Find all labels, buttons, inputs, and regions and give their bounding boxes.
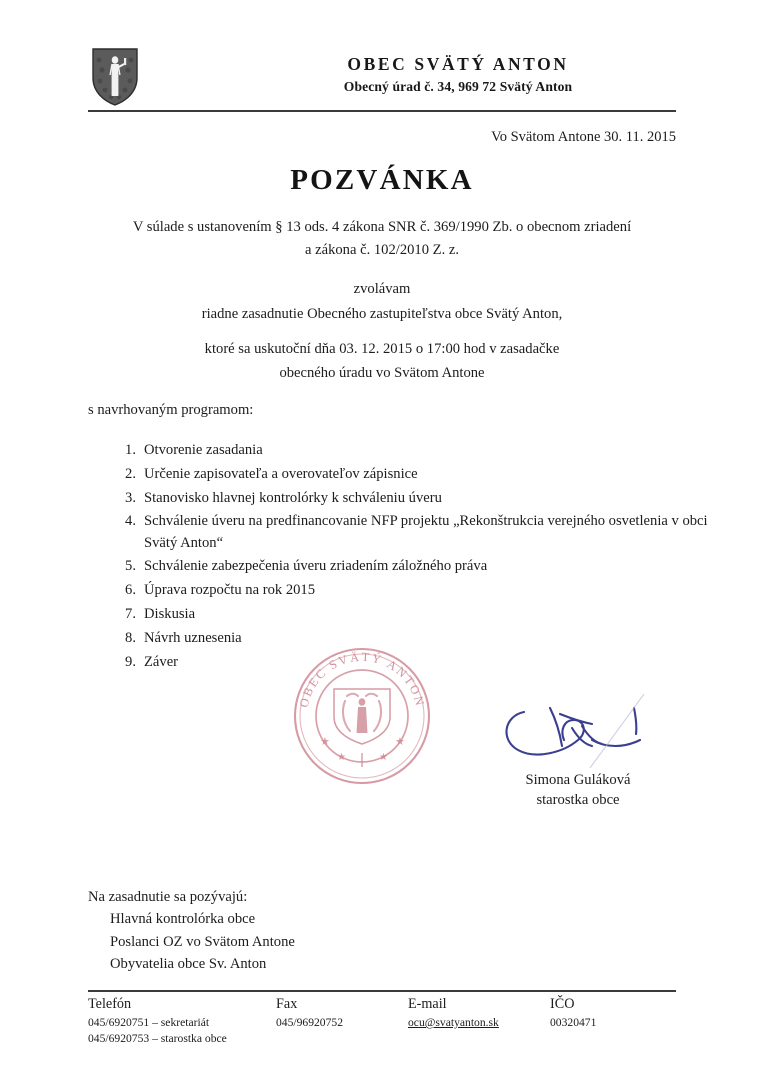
invitees-section: [88, 886, 295, 976]
list-item-label: Úprava rozpočtu na rok 2015: [144, 582, 316, 599]
phone-secretariat: 045/6920751 – sekretariát: [88, 1016, 210, 1029]
footer-fax-column: [276, 996, 343, 1029]
ico-label: IČO: [550, 996, 575, 1012]
list-item: Obyvatelia obce Sv. Anton: [110, 956, 267, 973]
legal-reference-paragraph: [88, 216, 676, 262]
invitees-heading: Na zasadnutie sa pozývajú:: [88, 889, 248, 905]
svg-text:★: ★: [395, 736, 405, 748]
page-title: POZVÁNKA: [290, 164, 474, 196]
list-item: [125, 464, 714, 485]
list-item-number: 2.: [125, 465, 136, 482]
handwritten-signature-icon: [494, 694, 674, 768]
convocation-verb: zvolávam: [353, 281, 411, 297]
svg-text:★: ★: [320, 736, 330, 748]
list-item-number: 3.: [125, 489, 136, 506]
list-item-label: Diskusia: [144, 605, 196, 622]
list-item: [125, 488, 714, 509]
list-item: [125, 440, 714, 461]
fax-label: Fax: [276, 996, 298, 1012]
email-link[interactable]: ocu@svatyanton.sk: [408, 1016, 499, 1029]
phone-mayor: 045/6920753 – starostka obce: [88, 1032, 227, 1045]
list-item: [125, 511, 714, 553]
list-item-label: Schválenie úveru na predfinancovanie NFP projektu „Rekonštrukcia verejného osvetlenia v obci Svätý Anton“: [144, 513, 708, 551]
program-heading: s navrhovaným programom:: [88, 402, 254, 418]
footer-phone-column: [88, 996, 227, 1045]
list-item-number: 4.: [125, 513, 136, 530]
letterhead: [88, 48, 676, 110]
list-item: [125, 580, 714, 601]
list-item-number: 1.: [125, 442, 136, 458]
organization-address: Obecný úrad č. 34, 969 72 Svätý Anton: [343, 79, 573, 94]
coat-of-arms-shield-icon: [92, 48, 138, 106]
convocation-statement: [88, 277, 676, 326]
list-item-label: Schválenie zabezpečenia úveru zriadením záložného práva: [144, 558, 488, 575]
letterhead-text: [248, 54, 668, 95]
footer-email-column: [408, 996, 499, 1029]
meeting-venue-line: obecného úradu vo Svätom Antone: [279, 365, 485, 381]
round-official-seal-stamp-icon: [287, 641, 437, 791]
list-item: Poslanci OZ vo Svätom Antone: [110, 933, 295, 950]
list-item-number: 7.: [125, 605, 136, 622]
signer-role: starostka obce: [536, 792, 620, 808]
list-item-label: Záver: [144, 653, 179, 670]
list-item-number: 5.: [125, 558, 136, 575]
email-label: E-mail: [408, 996, 447, 1012]
list-item-label: Otvorenie zasadania: [144, 442, 263, 458]
meeting-details: [88, 337, 676, 385]
svg-text:★: ★: [337, 752, 346, 763]
list-item-number: 9.: [125, 653, 136, 670]
invitees-list: [88, 908, 295, 975]
fax-number: 045/96920752: [276, 1016, 343, 1029]
list-item-number: 8.: [125, 629, 136, 646]
list-item: [125, 556, 714, 577]
list-item: Hlavná kontrolórka obce: [110, 911, 256, 928]
list-item-label: Stanovisko hlavnej kontrolórky k schváleniu úveru: [144, 489, 442, 506]
signer-name: Simona Guláková: [525, 772, 631, 788]
signature-block: [470, 706, 686, 809]
footer-contact-bar: [88, 996, 688, 1060]
meeting-datetime-line: ktoré sa uskutoční dňa 03. 12. 2015 o 17:00 hod v zasadačke: [204, 341, 560, 357]
list-item-label: Návrh uznesenia: [144, 629, 242, 646]
legal-reference-line-1: V súlade s ustanovením § 13 ods. 4 zákona SNR č. 369/1990 Zb. o obecnom zriadení: [132, 219, 632, 235]
footer-ico-column: [550, 996, 596, 1029]
list-item-label: Určenie zapisovateľa a overovateľov zápisnice: [144, 465, 418, 482]
place-and-date: Vo Svätom Antone 30. 11. 2015: [491, 129, 676, 145]
list-item: [125, 604, 714, 625]
phone-label: Telefón: [88, 996, 132, 1012]
organization-name: OBEC SVÄTÝ ANTON: [347, 54, 569, 74]
header-divider: [88, 110, 676, 112]
footer-divider: [88, 990, 676, 992]
list-item-number: 6.: [125, 582, 136, 599]
svg-text:OBEC SVÄTÝ ANTON: OBEC SVÄTÝ ANTON: [296, 649, 428, 709]
legal-reference-line-2: a zákona č. 102/2010 Z. z.: [305, 242, 459, 258]
ico-value: 00320471: [550, 1016, 597, 1029]
svg-text:★: ★: [379, 752, 388, 763]
convocation-body: riadne zasadnutie Obecného zastupiteľstva obce Svätý Anton,: [201, 306, 563, 322]
